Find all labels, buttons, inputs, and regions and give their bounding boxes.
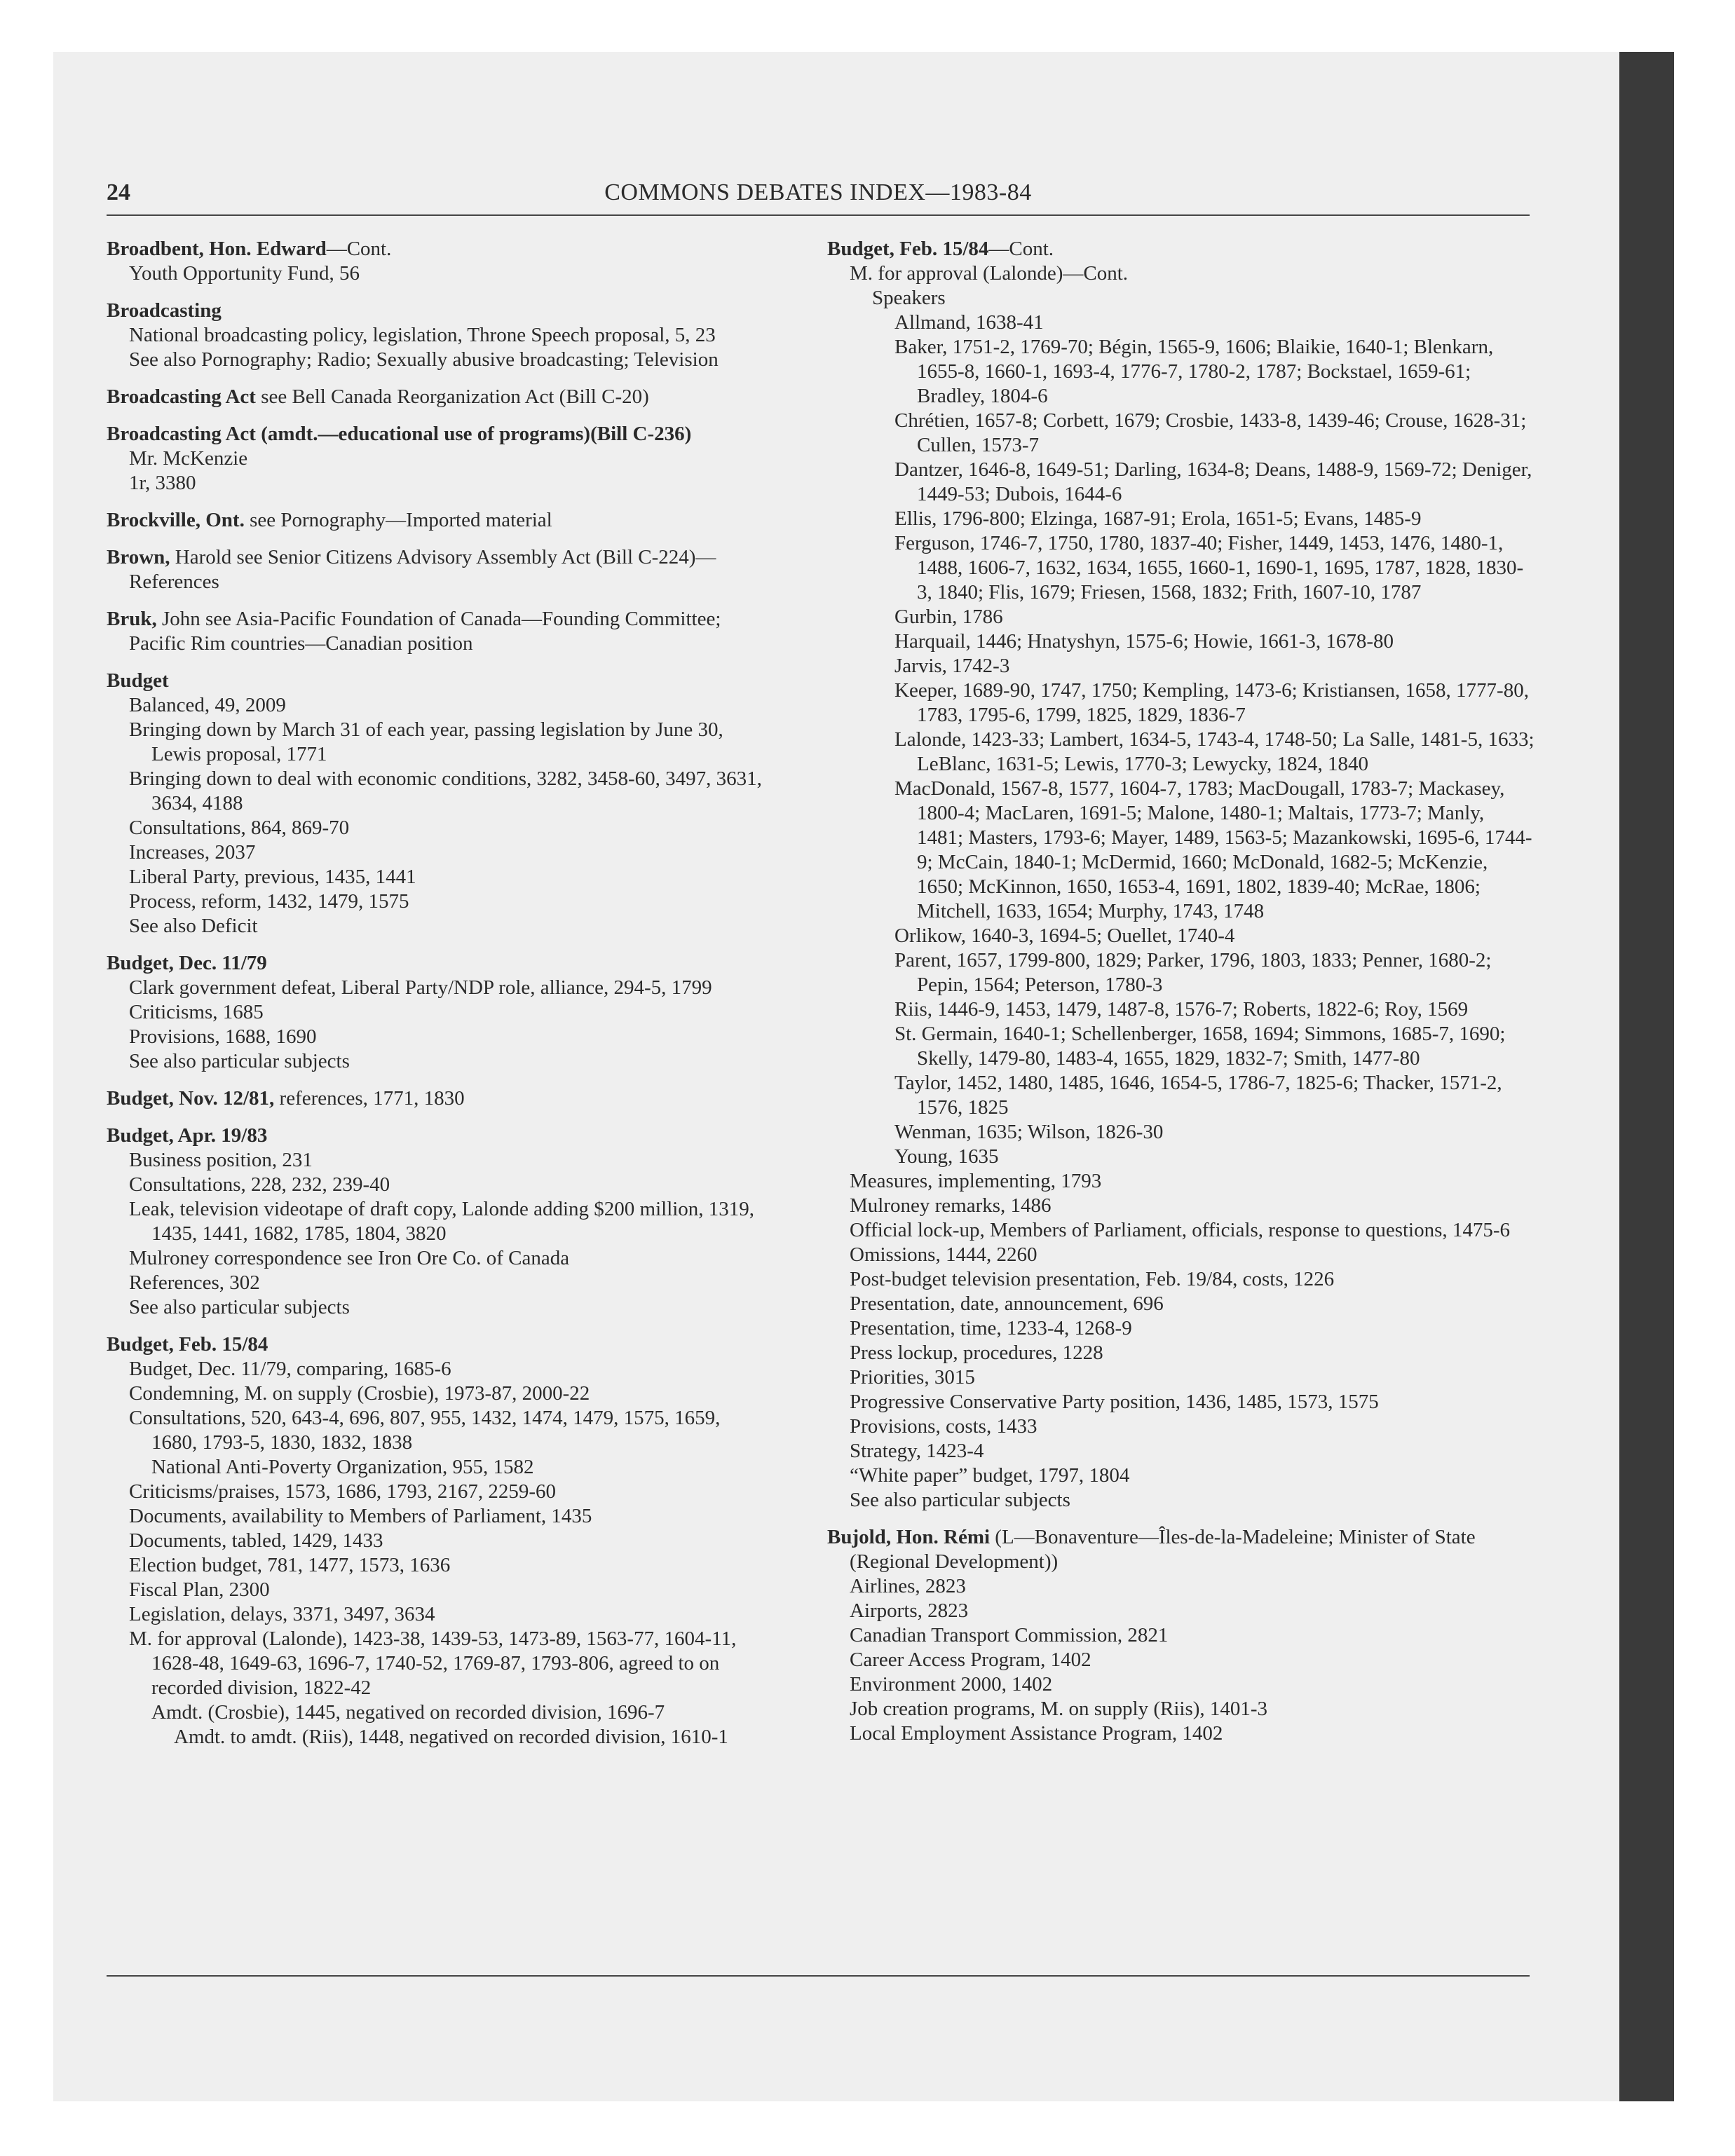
index-subentry: Mr. McKenzie [129, 447, 248, 470]
index-subentry: Presentation, time, 1233-4, 1268-9 [850, 1317, 1132, 1339]
index-subentry: Official lock-up, Members of Parliament, officials, response to questions, 1475-6 [850, 1219, 1511, 1241]
index-headword: Broadcasting Act (amdt.—educational use of programs)(Bill C-236) [107, 423, 692, 445]
index-subentry: See also Pornography; Radio; Sexually abusive broadcasting; Television [129, 348, 719, 371]
index-subentry: Omissions, 1444, 2260 [850, 1243, 1037, 1266]
index-subentry: Budget, Dec. 11/79, comparing, 1685-6 [129, 1358, 451, 1380]
index-subentry: Youth Opportunity Fund, 56 [129, 262, 360, 285]
index-subentry: Documents, tabled, 1429, 1433 [129, 1529, 383, 1552]
index-subentry: MacDonald, 1567-8, 1577, 1604-7, 1783; MacDougall, 1783-7; Mackasey, 1800-4; MacLaren, 1691-5; Malone, 1480-1; Maltais, 1773-7; Manly, 1481; Masters, 1793-6; Mayer, 1489, 1563-5; Mazankowski, 1695-6, 1744-9; McCain, 1840-1; McDermid, 1660; McDonald, 1682-5; McKenzie, 1650; McKinnon, 1650, 1653-4, 1691, 1802, 1839-40; McRae, 1806; Mitchell, 1633, 1654; Murphy, 1743, 1748 [894, 777, 1532, 922]
index-heading-tail: (L—Bonaventure—Îles-de-la-Madeleine; Minister of State (Regional Development)) [850, 1526, 1476, 1573]
page-title: COMMONS DEBATES INDEX—1983-84 [604, 179, 1032, 205]
index-heading-tail: references, 1771, 1830 [274, 1087, 465, 1110]
index-subentry: See also Deficit [129, 915, 258, 937]
index-subentry: Ellis, 1796-800; Elzinga, 1687-91; Erola, 1651-5; Evans, 1485-9 [894, 507, 1422, 530]
index-subentry: Process, reform, 1432, 1479, 1575 [129, 890, 409, 913]
index-subentry: Consultations, 864, 869-70 [129, 817, 350, 839]
index-heading-tail: —Cont. [326, 238, 392, 260]
index-subentry: Parent, 1657, 1799-800, 1829; Parker, 1796, 1803, 1833; Penner, 1680-2; Pepin, 1564; Peterson, 1780-3 [894, 949, 1492, 996]
index-subentry: Speakers [872, 287, 946, 309]
index-subentry: Increases, 2037 [129, 841, 256, 864]
index-subentry: Mulroney correspondence see Iron Ore Co. of Canada [129, 1247, 570, 1269]
index-entry [107, 508, 766, 533]
index-subentry: Keeper, 1689-90, 1747, 1750; Kempling, 1473-6; Kristiansen, 1658, 1777-80, 1783, 1795-6, 1799, 1825, 1829, 1836-7 [894, 679, 1529, 726]
index-subentry: Gurbin, 1786 [894, 606, 1003, 628]
index-heading-tail: Harold see Senior Citizens Advisory Assembly Act (Bill C-224)—References [129, 546, 716, 593]
index-entry [107, 1332, 766, 1749]
index-subentry: M. for approval (Lalonde)—Cont. [850, 262, 1129, 285]
index-heading [107, 508, 766, 533]
index-headword: Brown, [107, 546, 170, 568]
index-subentry: Consultations, 228, 232, 239-40 [129, 1173, 390, 1196]
index-headword: Broadbent, Hon. Edward [107, 238, 327, 260]
index-subentry: Clark government defeat, Liberal Party/NDP role, alliance, 294-5, 1799 [129, 976, 712, 999]
index-headword: Budget, Feb. 15/84 [107, 1333, 268, 1356]
index-subentry: Career Access Program, 1402 [850, 1649, 1091, 1671]
index-headword: Budget, Apr. 19/83 [107, 1124, 268, 1147]
footer-rule [107, 1975, 1530, 1977]
index-entry [107, 1124, 766, 1320]
index-subentry: Bringing down by March 31 of each year, passing legislation by June 30, Lewis proposal, 1771 [129, 718, 723, 765]
index-entry [107, 607, 766, 656]
index-subentry: Balanced, 49, 2009 [129, 694, 286, 716]
page-number: 24 [107, 179, 130, 205]
index-heading-tail: —Cont. [988, 238, 1054, 260]
index-headword: Bujold, Hon. Rémi [827, 1526, 991, 1548]
index-subentry: Liberal Party, previous, 1435, 1441 [129, 866, 416, 888]
index-subentry: Taylor, 1452, 1480, 1485, 1646, 1654-5, 1786-7, 1825-6; Thacker, 1571-2, 1576, 1825 [894, 1072, 1502, 1119]
index-headword: Budget [107, 669, 169, 692]
index-entry [107, 1086, 766, 1111]
index-subentry: Amdt. (Crosbie), 1445, negatived on recorded division, 1696-7 [151, 1701, 665, 1724]
left-column [107, 237, 766, 1762]
index-entry [107, 299, 766, 372]
index-subentry: Post-budget television presentation, Feb. 19/84, costs, 1226 [850, 1268, 1335, 1290]
index-headword: Budget, Nov. 12/81, [107, 1087, 275, 1110]
index-entry [107, 669, 766, 939]
index-entry [107, 385, 766, 409]
index-subentry: Press lockup, procedures, 1228 [850, 1342, 1103, 1364]
index-subentry: Election budget, 781, 1477, 1573, 1636 [129, 1554, 451, 1576]
index-heading [107, 422, 766, 446]
index-subentry: Amdt. to amdt. (Riis), 1448, negatived on recorded division, 1610-1 [174, 1726, 728, 1748]
index-subentry: Canadian Transport Commission, 2821 [850, 1624, 1169, 1646]
index-subentry: Environment 2000, 1402 [850, 1673, 1053, 1696]
index-subentry: National Anti-Poverty Organization, 955, 1582 [151, 1456, 534, 1478]
index-subentry: Business position, 231 [129, 1149, 313, 1171]
index-heading [107, 607, 766, 656]
index-subentry: St. Germain, 1640-1; Schellenberger, 1658, 1694; Simmons, 1685-7, 1690; Skelly, 1479-80, 1483-4, 1655, 1829, 1832-7; Smith, 1477-80 [894, 1023, 1506, 1070]
index-subentry: Harquail, 1446; Hnatyshyn, 1575-6; Howie, 1661-3, 1678-80 [894, 630, 1394, 653]
index-heading-tail: see Pornography—Imported material [244, 509, 552, 531]
index-heading [107, 1124, 766, 1148]
index-subentry: M. for approval (Lalonde), 1423-38, 1439-53, 1473-89, 1563-77, 1604-11, 1628-48, 1649-63, 1696-7, 1740-52, 1769-87, 1793-806, agreed to on recorded division, 1822-42 [129, 1628, 737, 1699]
index-heading [107, 951, 766, 976]
index-subentry: Young, 1635 [894, 1145, 999, 1168]
index-subentry: Chrétien, 1657-8; Corbett, 1679; Crosbie, 1433-8, 1439-46; Crouse, 1628-31; Cullen, 1573-7 [894, 409, 1527, 456]
page-header [107, 179, 1530, 216]
binding-edge [1619, 52, 1674, 2101]
index-heading-tail: see Bell Canada Reorganization Act (Bill C-20) [255, 386, 649, 408]
index-subentry: Criticisms/praises, 1573, 1686, 1793, 2167, 2259-60 [129, 1480, 556, 1503]
index-entry [107, 422, 766, 496]
index-entry [107, 237, 766, 286]
index-subentry: Progressive Conservative Party position, 1436, 1485, 1573, 1575 [850, 1391, 1379, 1413]
index-subentry: Airports, 2823 [850, 1599, 969, 1622]
index-subentry: Documents, availability to Members of Parliament, 1435 [129, 1505, 592, 1527]
index-subentry: Legislation, delays, 3371, 3497, 3634 [129, 1603, 435, 1625]
index-subentry: Airlines, 2823 [850, 1575, 966, 1597]
index-subentry: Wenman, 1635; Wilson, 1826-30 [894, 1121, 1164, 1143]
index-headword: Brockville, Ont. [107, 509, 245, 531]
index-heading-tail: John see Asia-Pacific Foundation of Canada—Founding Committee; Pacific Rim countries—Canadian position [129, 608, 721, 655]
index-subentry: Priorities, 3015 [850, 1366, 975, 1389]
index-headword: Budget, Dec. 11/79 [107, 952, 267, 974]
index-subentry: Presentation, date, announcement, 696 [850, 1292, 1164, 1315]
index-subentry: Consultations, 520, 643-4, 696, 807, 955, 1432, 1474, 1479, 1575, 1659, 1680, 1793-5, 1830, 1832, 1838 [129, 1407, 721, 1454]
index-subentry: Job creation programs, M. on supply (Riis), 1401-3 [850, 1698, 1268, 1720]
index-subentry: Allmand, 1638-41 [894, 311, 1044, 334]
index-subentry: References, 302 [129, 1271, 260, 1294]
index-headword: Bruk, [107, 608, 157, 630]
index-subentry: “White paper” budget, 1797, 1804 [850, 1464, 1130, 1487]
index-subentry: Jarvis, 1742-3 [894, 655, 1010, 677]
index-heading [107, 299, 766, 323]
index-subentry: See also particular subjects [129, 1296, 350, 1318]
index-subentry: Bringing down to deal with economic conditions, 3282, 3458-60, 3497, 3631, 3634, 4188 [129, 767, 762, 814]
index-subentry: Ferguson, 1746-7, 1750, 1780, 1837-40; Fisher, 1449, 1453, 1476, 1480-1, 1488, 1606-7, 1632, 1634, 1655, 1660-1, 1690-1, 1695, 1787, 1828, 1830-3, 1840; Flis, 1679; Friesen, 1568, 1832; Frith, 1607-10, 1787 [894, 532, 1524, 603]
index-entry [107, 545, 766, 594]
index-heading [107, 1332, 766, 1357]
index-subentry: Local Employment Assistance Program, 1402 [850, 1722, 1223, 1745]
index-subentry: Baker, 1751-2, 1769-70; Bégin, 1565-9, 1606; Blaikie, 1640-1; Blenkarn, 1655-8, 1660-1, 1693-4, 1776-7, 1780-2, 1787; Bockstael, 1659-61; Bradley, 1804-6 [894, 336, 1494, 407]
index-subentry: Fiscal Plan, 2300 [129, 1578, 270, 1601]
index-headword: Broadcasting Act [107, 386, 256, 408]
index-subentry: Orlikow, 1640-3, 1694-5; Ouellet, 1740-4 [894, 925, 1235, 947]
index-subentry: Measures, implementing, 1793 [850, 1170, 1102, 1192]
index-heading [827, 237, 1535, 261]
index-subentry: National broadcasting policy, legislation, Throne Speech proposal, 5, 23 [129, 324, 716, 346]
index-subentry: Riis, 1446-9, 1453, 1479, 1487-8, 1576-7; Roberts, 1822-6; Roy, 1569 [894, 998, 1469, 1021]
right-column [827, 237, 1535, 1759]
index-subentry: See also particular subjects [850, 1489, 1070, 1511]
index-subentry: Criticisms, 1685 [129, 1001, 264, 1023]
index-entry [827, 1525, 1535, 1746]
index-heading [107, 669, 766, 693]
index-subentry: Leak, television videotape of draft copy, Lalonde adding $200 million, 1319, 1435, 1441, 1682, 1785, 1804, 3820 [129, 1198, 755, 1245]
index-heading [107, 545, 766, 594]
index-entry [827, 237, 1535, 1513]
index-subentry: Condemning, M. on supply (Crosbie), 1973-87, 2000-22 [129, 1382, 590, 1405]
index-subentry: Provisions, costs, 1433 [850, 1415, 1037, 1438]
index-heading [827, 1525, 1535, 1574]
index-subentry: Lalonde, 1423-33; Lambert, 1634-5, 1743-4, 1748-50; La Salle, 1481-5, 1633; LeBlanc, 1631-5; Lewis, 1770-3; Lewycky, 1824, 1840 [894, 728, 1535, 775]
index-heading [107, 1086, 766, 1111]
index-subentry: Strategy, 1423-4 [850, 1440, 984, 1462]
index-subentry: Dantzer, 1646-8, 1649-51; Darling, 1634-8; Deans, 1488-9, 1569-72; Deniger, 1449-53; Dubois, 1644-6 [894, 458, 1532, 505]
index-entry [107, 951, 766, 1074]
index-headword: Budget, Feb. 15/84 [827, 238, 989, 260]
index-subentry: 1r, 3380 [129, 472, 196, 494]
index-subentry: See also particular subjects [129, 1050, 350, 1072]
index-subentry: Provisions, 1688, 1690 [129, 1025, 317, 1048]
index-headword: Broadcasting [107, 299, 222, 322]
index-subentry: Mulroney remarks, 1486 [850, 1194, 1052, 1217]
index-heading [107, 385, 766, 409]
index-heading [107, 237, 766, 261]
